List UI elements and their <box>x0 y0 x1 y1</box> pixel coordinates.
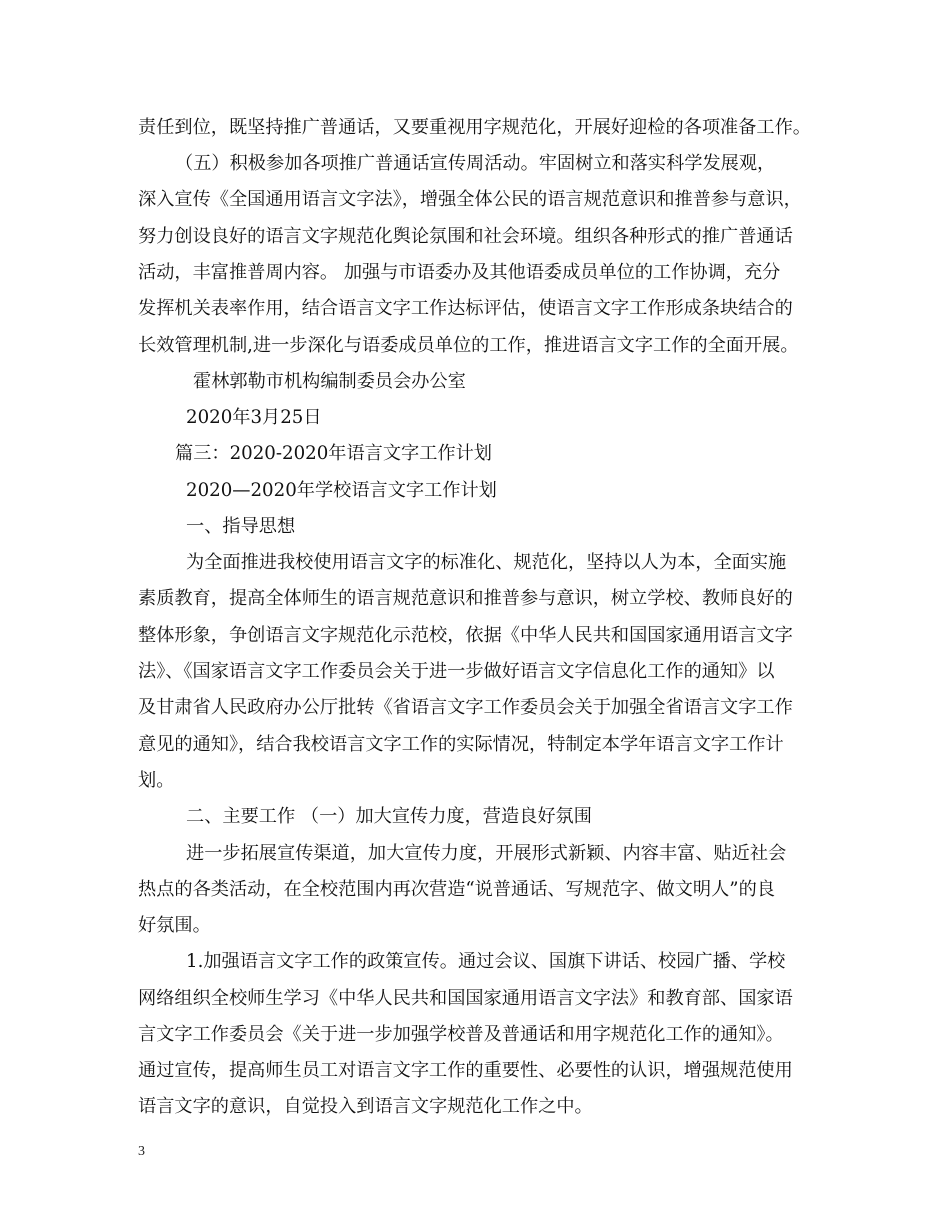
page-number: 3 <box>138 1144 145 1159</box>
body-line: 长效管理机制,进一步深化与语委成员单位的工作，推进语言文字工作的全面开展。 <box>138 335 799 356</box>
body-line: 1.加强语言文字工作的政策宣传。通过会议、国旗下讲话、校园广播、学校 <box>186 951 786 972</box>
body-line: 活动，丰富推普周内容。 加强与市语委办及其他语委成员单位的工作协调，充分 <box>138 262 781 283</box>
body-line: 努力创设良好的语言文字规范化舆论氛围和社会环境。组织各种形式的推广普通话 <box>138 226 793 247</box>
subheading: 一、指导思想 <box>186 516 296 537</box>
body-line: 意见的通知》，结合我校语言文字工作的实际情况，特制定本学年语言文字工作计 <box>138 734 784 755</box>
subheading: 二、主要工作 （一）加大宣传力度，营造良好氛围 <box>186 806 592 827</box>
document-title: 2020—2020年学校语言文字工作计划 <box>186 480 497 501</box>
body-line: 言文字工作委员会《关于进一步加强学校普及普通话和用字规范化工作的通知》。 <box>138 1024 784 1045</box>
section-heading: 篇三：2020-2020年语言文字工作计划 <box>175 443 492 464</box>
body-line: 划。 <box>138 770 175 791</box>
signature-date: 2020年3月25日 <box>186 407 322 428</box>
body-line: 好氛围。 <box>138 915 211 936</box>
body-line: 责任到位，既坚持推广普通话，又要重视用字规范化，开展好迎检的各项准备工作。 <box>138 117 811 138</box>
body-line: 热点的各类活动，在全校范围内再次营造“说普通话、写规范字、做文明人”的良 <box>138 879 775 900</box>
body-line: 素质教育，提高全体师生的语言规范意识和推普参与意识，树立学校、教师良好的 <box>138 588 793 609</box>
body-line: （五）积极参加各项推广普通话宣传周活动。牢固树立和落实科学发展观， <box>175 153 776 174</box>
body-line: 为全面推进我校使用语言文字的标准化、规范化，坚持以人为本，全面实施 <box>186 552 787 573</box>
body-line: 网络组织全校师生学习《中华人民共和国国家通用语言文字法》和教育部、国家语 <box>138 988 793 1009</box>
body-line: 及甘肃省人民政府办公厅批转《省语言文字工作委员会关于加强全省语言文字工作 <box>138 697 793 718</box>
body-line: 进一步拓展宣传渠道，加大宣传力度，开展形式新颖、内容丰富、贴近社会 <box>186 843 787 864</box>
signature-organization: 霍林郭勒市机构编制委员会办公室 <box>193 371 466 392</box>
body-line: 通过宣传，提高师生员工对语言文字工作的重要性、必要性的认识，增强规范使用 <box>138 1060 793 1081</box>
body-line: 深入宣传《全国通用语言文字法》，增强全体公民的语言规范意识和推普参与意识， <box>138 189 802 210</box>
body-line: 发挥机关表率作用，结合语言文字工作达标评估，使语言文字工作形成条块结合的 <box>138 298 793 319</box>
body-line: 法》、《国家语言文字工作委员会关于进一步做好语言文字信息化工作的通知》以 <box>138 661 775 682</box>
body-line: 整体形象，争创语言文字规范化示范校，依据《中华人民共和国国家通用语言文字 <box>138 625 793 646</box>
body-line: 语言文字的意识，自觉投入到语言文字规范化工作之中。 <box>138 1096 593 1117</box>
